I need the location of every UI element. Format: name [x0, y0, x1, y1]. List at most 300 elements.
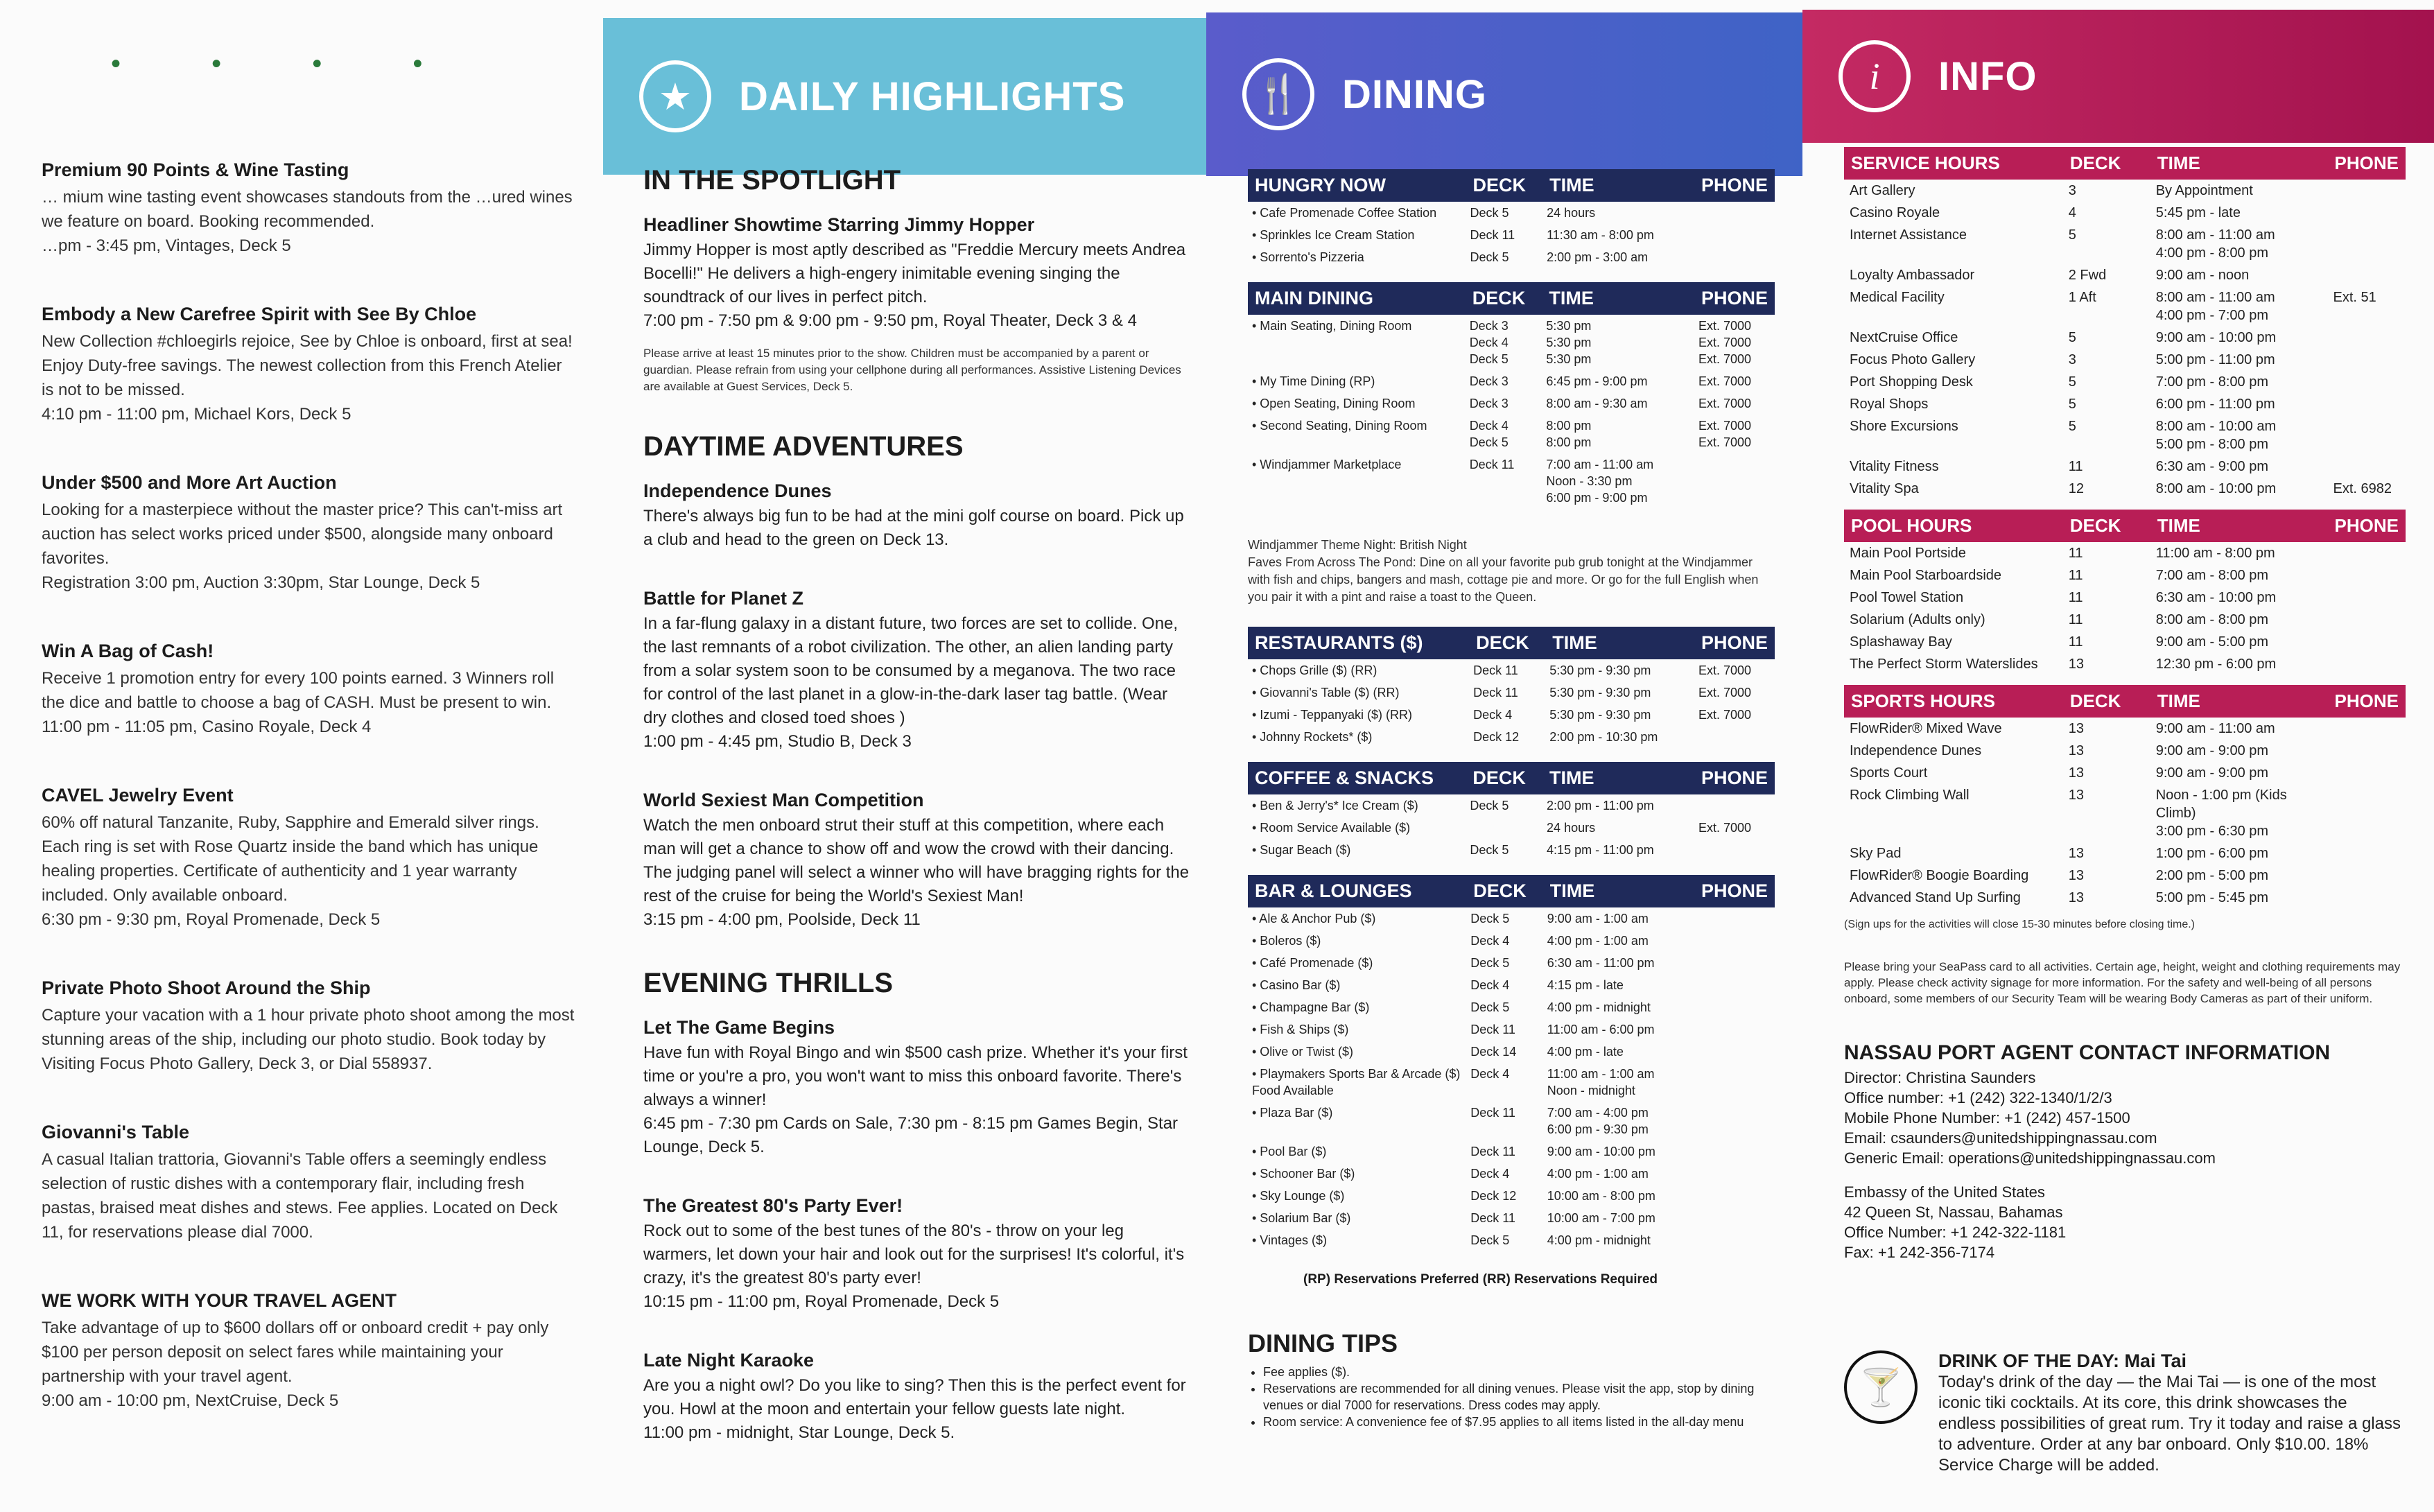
table-cell: 13 [2068, 868, 2085, 883]
highlight-title: Independence Dunes [643, 480, 832, 501]
table-row [1248, 952, 1775, 974]
table-cell: 2 Fwd [2068, 268, 2107, 283]
table-row [1844, 542, 2406, 564]
table-cell [1694, 1102, 1775, 1140]
highlight-desc: In a far-flung galaxy in a distant future, two forces are set to collide. One, the last remnants of a robot civilization. The other, an alien landing party from a solar system soon to be consumed by a meganova. The two race for control of the last planet in a glow-in-the-dark laser tag battle. (Wear dry clothes and closed toed shoes ) [643, 614, 1179, 727]
table-cell: 9:00 am - 9:00 pm [2155, 765, 2269, 781]
table-cell: 8:00 am - 10:00 pm [2155, 481, 2277, 496]
table-title: RESTAURANTS ($) [1248, 627, 1469, 659]
table-row [1248, 415, 1775, 453]
table-row [1248, 1102, 1775, 1140]
table-cell: • Windjammer Marketplace [1252, 458, 1402, 471]
table-cell: Deck 11 [1473, 663, 1518, 677]
table-cell: Deck 11 [1470, 1023, 1515, 1036]
table-cell [2328, 202, 2406, 224]
table-cell: Deck 4 [1470, 978, 1510, 992]
info-icon: i [1838, 40, 1911, 112]
table-col-header: DECK [1466, 762, 1542, 794]
event-desc: Capture your vacation with a 1 hour private photo shoot among the most stunning areas of the ship, including our photo studio. Book today by Visiting Focus Photo Gallery, Deck 3, or Dial 558937. [42, 1006, 575, 1073]
event-desc: … mium wine tasting event showcases standouts from the …ured wines we feature on board. Booking recommended. [42, 188, 573, 231]
table-col-header: DECK [2063, 147, 2150, 180]
table-cell: Medical Facility [1850, 290, 1945, 305]
table-cell: 12:30 pm - 6:00 pm [2155, 657, 2277, 672]
table-col-header: PHONE [2328, 147, 2406, 180]
table-cell: 6:30 am - 9:00 pm [2155, 459, 2269, 474]
table-title: HUNGRY NOW [1248, 169, 1466, 202]
dining-table [1248, 875, 1775, 1251]
table-col-header: TIME [1545, 627, 1694, 659]
event-item [42, 977, 575, 1076]
table-col-header: DECK [1466, 282, 1542, 315]
table-cell: Deck 3 [1469, 374, 1509, 388]
event-time: Registration 3:00 pm, Auction 3:30pm, Star Lounge, Deck 5 [42, 573, 480, 592]
table-cell: 5 [2068, 330, 2076, 345]
dining-tips [1248, 1329, 1775, 1430]
table-cell: Sky Pad [1850, 846, 1902, 861]
table-cell: Deck 3 [1469, 397, 1509, 410]
table-cell: 2:00 pm - 3:00 am [1547, 250, 1649, 264]
table-row [1248, 315, 1775, 370]
table-cell: 7:00 pm - 8:00 pm [2155, 374, 2269, 390]
table-cell: 4:00 pm - late [1547, 1045, 1624, 1059]
table-cell: Deck 5 [1470, 843, 1509, 857]
dining-body [1248, 169, 1775, 1430]
table-cell: FlowRider® Mixed Wave [1850, 721, 2002, 736]
table-cell: 6:45 pm - 9:00 pm [1546, 374, 1648, 388]
table-cell: 8:00 am - 11:00 am 4:00 pm - 7:00 pm [2155, 290, 2275, 323]
dining-table [1248, 762, 1775, 861]
table-row [1248, 794, 1775, 817]
table-cell: • Sprinkles Ice Cream Station [1252, 228, 1415, 242]
windjammer-note: Windjammer Theme Night: British Night Faves From Across The Pond: Dine on all your favorite pub grub tonight at the Windjammer with fish and chips, bangers and mash, cottage pie and more. Or go for the full English when you pair it with a pint and raise a toast to the Queen. [1248, 538, 1759, 604]
table-cell: • Chops Grille ($) (RR) [1252, 663, 1377, 677]
table-cell: 13 [2068, 721, 2085, 736]
event-item [42, 304, 575, 426]
info-title: INFO [1938, 53, 2037, 99]
table-cell: • Champagne Bar ($) [1252, 1000, 1370, 1014]
table-col-header: DECK [1469, 627, 1545, 659]
table-cell: Ext. 51 [2333, 290, 2376, 305]
utensils-icon: 🍴 [1242, 58, 1314, 130]
table-cell: 11 [2068, 546, 2083, 561]
table-row [1844, 349, 2406, 371]
table-cell [2328, 784, 2406, 842]
table-cell [2328, 842, 2406, 864]
agent-line: Director: Christina Saunders [1844, 1069, 2036, 1086]
event-title: Embody a New Carefree Spirit with See By Chloe [42, 304, 477, 324]
table-cell: 5:00 pm - 5:45 pm [2155, 890, 2269, 905]
table-row [1248, 726, 1775, 748]
table-row [1844, 864, 2406, 887]
table-cell: 7:00 am - 8:00 pm [2155, 568, 2269, 583]
table-cell: Deck 5 [1470, 1000, 1510, 1014]
embassy-line: 42 Queen St, Nassau, Bahamas [1844, 1203, 2063, 1221]
highlight-event [643, 1350, 1191, 1445]
table-cell: 6:30 am - 11:00 pm [1547, 956, 1655, 970]
table-cell: Deck 11 [1473, 686, 1518, 699]
info-table [1844, 685, 2406, 909]
table-cell: • Olive or Twist ($) [1252, 1045, 1353, 1059]
table-row [1844, 264, 2406, 286]
highlight-desc: There's always big fun to be had at the mini golf course on board. Pick up a club and head to the green on Deck 13. [643, 507, 1184, 549]
drink-desc: Today's drink of the day — the Mai Tai — is one of the most iconic tiki cocktails. At its core, this drink showcases the endless possibilities of great rum. Try it today and raise a glass to adventure. Order at any bar onboard. Only $10.00. 18% Service Charge will be added. [1938, 1373, 2401, 1475]
table-cell: Deck 5 [1470, 1233, 1510, 1247]
table-cell [2328, 887, 2406, 909]
table-cell [2328, 609, 2406, 631]
table-cell [1694, 794, 1775, 817]
table-cell: Ext. 7000 Ext. 7000 [1698, 419, 1752, 449]
table-cell: 9:00 am - 11:00 am [2155, 721, 2275, 736]
table-row [1844, 887, 2406, 909]
table-cell: • Open Seating, Dining Room [1252, 397, 1416, 410]
sign-up-note: (Sign ups for the activities will close 15-30 minutes before closing time.) [1844, 919, 2195, 930]
event-item [42, 1122, 575, 1244]
table-cell [2328, 864, 2406, 887]
table-cell: • Casino Bar ($) [1252, 978, 1341, 992]
table-cell: By Appointment [2155, 183, 2253, 198]
table-cell [1694, 1140, 1775, 1163]
table-row [1844, 586, 2406, 609]
table-row [1844, 371, 2406, 393]
table-cell: 2:00 pm - 10:30 pm [1549, 730, 1658, 744]
table-cell: 1:00 pm - 6:00 pm [2155, 846, 2269, 861]
highlight-event [643, 1195, 1191, 1314]
table-row [1844, 180, 2406, 202]
table-cell: • Room Service Available ($) [1252, 821, 1411, 835]
highlight-desc: Jimmy Hopper is most aptly described as "Freddie Mercury meets Andrea Bocelli!" He delivers a high-engery inimitable evening singing the soundtrack of our lives in perfect pitch. [643, 241, 1186, 306]
table-cell: 9:00 am - noon [2155, 268, 2250, 283]
table-cell: • Cafe Promenade Coffee Station [1252, 206, 1437, 220]
table-cell: FlowRider® Boogie Boarding [1850, 868, 2029, 883]
table-cell: Ext. 7000 [1698, 397, 1752, 410]
dining-banner [1206, 12, 1802, 176]
table-cell: 9:00 am - 10:00 pm [2155, 330, 2277, 345]
table-row [1248, 246, 1775, 268]
info-table [1844, 147, 2406, 500]
table-cell: 8:00 am - 11:00 am 4:00 pm - 8:00 pm [2155, 227, 2275, 261]
table-row [1248, 1018, 1775, 1041]
table-cell: Deck 4 [1470, 934, 1510, 948]
table-cell: Main Pool Starboardside [1850, 568, 2002, 583]
table-row [1844, 564, 2406, 586]
table-cell [2328, 762, 2406, 784]
table-cell: 4 [2068, 205, 2076, 220]
event-item [42, 785, 575, 932]
table-row [1844, 718, 2406, 740]
highlight-event [643, 790, 1191, 932]
highlight-title: Battle for Planet Z [643, 588, 804, 609]
table-cell: • Café Promenade ($) [1252, 956, 1373, 970]
table-cell: • Ben & Jerry's* Ice Cream ($) [1252, 799, 1418, 813]
table-row [1248, 1063, 1775, 1102]
highlight-event [643, 480, 1191, 552]
table-cell [1694, 1041, 1775, 1063]
table-cell: 11:00 am - 6:00 pm [1547, 1023, 1655, 1036]
event-desc: 60% off natural Tanzanite, Ruby, Sapphire and Emerald silver rings. Each ring is set with Rose Quartz inside the band which has unique healing properties. Certificate of authenticity and 1 year warranty included. Only available onboard. [42, 813, 539, 905]
table-col-header: PHONE [1694, 282, 1775, 315]
table-cell [1694, 1163, 1775, 1185]
table-row [1844, 327, 2406, 349]
table-cell [2328, 564, 2406, 586]
table-title: BAR & LOUNGES [1248, 875, 1466, 907]
column-highlights [603, 0, 1206, 1512]
table-cell: Ext. 7000 [1698, 374, 1752, 388]
table-cell: The Perfect Storm Waterslides [1850, 657, 2038, 672]
event-desc: Looking for a masterpiece without the master price? This can't-miss art auction has select works priced under $500, alongside many onboard favorites. [42, 501, 563, 568]
table-cell: 2:00 pm - 5:00 pm [2155, 868, 2269, 883]
seapass-notice: Please bring your SeaPass card to all activities. Certain age, height, weight and clothing requirements may apply. Please check activity signage for more information. For the safety and well-being of all persons onboard, some members of our Security Team will be wearing Body Cameras as part of their uniform. [1844, 960, 2401, 1005]
table-cell [1694, 224, 1775, 246]
table-cell: • Playmakers Sports Bar & Arcade ($) Food Available [1252, 1067, 1461, 1097]
table-cell: 11 [2068, 634, 2083, 650]
table-cell: 5:30 pm - 9:30 pm [1549, 663, 1651, 677]
info-tables [1844, 147, 2406, 909]
table-cell [2328, 224, 2406, 264]
highlights-title: DAILY HIGHLIGHTS [739, 73, 1126, 119]
highlight-time: 3:15 pm - 4:00 pm, Poolside, Deck 11 [643, 910, 921, 929]
table-cell: 5:30 pm - 9:30 pm [1549, 708, 1651, 722]
table-cell: 4:00 pm - 1:00 am [1547, 934, 1649, 948]
table-cell [2328, 653, 2406, 675]
highlight-desc: Have fun with Royal Bingo and win $500 cash prize. Whether it's your first time or you're a pro, you won't want to miss this onboard favorite. There's always a winner! [643, 1043, 1188, 1109]
table-cell [2328, 264, 2406, 286]
highlight-event [643, 1017, 1191, 1159]
table-cell: 4:15 pm - late [1547, 978, 1624, 992]
table-cell [1694, 453, 1775, 509]
table-cell: Sports Court [1850, 765, 1928, 781]
embassy-lines [1844, 1182, 2406, 1262]
table-cell [2328, 455, 2406, 478]
table-cell: 10:00 am - 7:00 pm [1547, 1211, 1655, 1225]
table-cell [1694, 1063, 1775, 1102]
table-cell [2328, 180, 2406, 202]
table-col-header: TIME [2150, 147, 2328, 180]
table-cell: Deck 5 [1470, 956, 1510, 970]
table-cell: • My Time Dining (RP) [1252, 374, 1375, 388]
table-cell: • Izumi - Teppanyaki ($) (RR) [1252, 708, 1413, 722]
table-title: COFFEE & SNACKS [1248, 762, 1466, 794]
table-cell: 4:15 pm - 11:00 pm [1547, 843, 1654, 857]
port-agent-lines [1844, 1068, 2406, 1168]
table-cell: Ext. 7000 [1698, 686, 1752, 699]
table-cell: • Second Seating, Dining Room [1252, 419, 1427, 433]
table-cell: 8:00 pm 8:00 pm [1546, 419, 1592, 449]
table-cell: Deck 14 [1470, 1045, 1517, 1059]
table-cell [1694, 202, 1775, 224]
table-cell: 13 [2068, 890, 2085, 905]
highlight-title: Let The Game Begins [643, 1017, 835, 1038]
table-cell: 10:00 am - 8:00 pm [1547, 1189, 1655, 1203]
column-events [0, 0, 603, 1512]
table-col-header: TIME [2150, 685, 2328, 718]
table-cell [1466, 817, 1542, 839]
table-cell: • Ale & Anchor Pub ($) [1252, 912, 1376, 926]
table-cell: • Sorrento's Pizzeria [1252, 250, 1364, 264]
table-col-header: PHONE [1694, 169, 1775, 202]
table-row [1248, 224, 1775, 246]
highlight-title: Headliner Showtime Starring Jimmy Hopper [643, 214, 1035, 235]
highlights-body [643, 165, 1191, 1481]
port-agent-heading: NASSAU PORT AGENT CONTACT INFORMATION [1844, 1041, 2331, 1064]
dining-tip: • Reservations are recommended for all dining venues. Please visit the app, stop by dining venues or dial 7000 for reservations. Dress codes may apply. [1263, 1380, 1775, 1414]
dining-tip: • Room service: A convenience fee of $7.95 applies to all items listed in the all-day menu [1263, 1414, 1775, 1430]
table-cell: 6:00 pm - 11:00 pm [2155, 397, 2275, 412]
star-badge-icon: ★ [639, 60, 711, 132]
table-cell [1694, 996, 1775, 1018]
highlight-desc: Watch the men onboard strut their stuff at this competition, where each man will get a chance to show off and wow the crowd with their dancing. The judging panel will select a winner who will have bragging rights for the rest of the cruise for being the World's Sexiest Man! [643, 816, 1190, 905]
table-cell: • Main Seating, Dining Room [1252, 319, 1412, 333]
table-cell: Deck 4 [1470, 1167, 1510, 1181]
dining-tips-list [1248, 1364, 1775, 1430]
table-cell: 5 [2068, 374, 2076, 390]
table-cell: Port Shopping Desk [1850, 374, 1973, 390]
section-heading: EVENING THRILLS [643, 968, 894, 998]
table-cell: Deck 5 [1470, 912, 1510, 926]
table-cell: Deck 11 [1470, 1106, 1515, 1120]
dining-table [1248, 282, 1775, 509]
event-title: Private Photo Shoot Around the Ship [42, 977, 371, 998]
table-row [1844, 202, 2406, 224]
table-cell: • Sky Lounge ($) [1252, 1189, 1345, 1203]
table-cell: Ext. 7000 [1698, 821, 1752, 835]
table-cell: 12 [2068, 481, 2084, 496]
table-cell: • Giovanni's Table ($) (RR) [1252, 686, 1400, 699]
table-cell: 13 [2068, 765, 2085, 781]
table-cell: 7:00 am - 11:00 am Noon - 3:30 pm 6:00 pm - 9:00 pm [1546, 458, 1654, 505]
table-cell [2328, 349, 2406, 371]
table-col-header: PHONE [1694, 762, 1775, 794]
table-cell [2328, 327, 2406, 349]
table-col-header: TIME [1542, 282, 1694, 315]
table-title: MAIN DINING [1248, 282, 1466, 315]
event-title: WE WORK WITH YOUR TRAVEL AGENT [42, 1290, 397, 1311]
table-title: SPORTS HOURS [1844, 685, 2063, 718]
table-col-header: DECK [1466, 169, 1542, 202]
table-cell: 5 [2068, 419, 2076, 434]
table-row [1844, 455, 2406, 478]
table-cell [1694, 1185, 1775, 1207]
event-desc: New Collection #chloegirls rejoice, See by Chloe is onboard, first at sea! Enjoy Duty-free savings. The newest collection from this French Atelier is not to be missed. [42, 332, 573, 399]
table-cell: Ext. 7000 [1698, 663, 1752, 677]
table-cell: 4:00 pm - 1:00 am [1547, 1167, 1649, 1181]
table-cell: 9:00 am - 9:00 pm [2155, 743, 2269, 758]
table-cell [2328, 542, 2406, 564]
table-cell: 9:00 am - 10:00 pm [1547, 1145, 1655, 1158]
table-cell [1694, 907, 1775, 930]
info-banner [1802, 10, 2434, 143]
table-cell: • Fish & Ships ($) [1252, 1023, 1349, 1036]
table-cell: Deck 12 [1473, 730, 1520, 744]
table-row [1248, 839, 1775, 861]
table-row [1844, 393, 2406, 415]
table-cell: Ext. 7000 [1698, 708, 1752, 722]
table-cell: NextCruise Office [1850, 330, 1958, 345]
drink-heading: DRINK OF THE DAY: Mai Tai [1938, 1350, 2187, 1371]
highlight-desc: Are you a night owl? Do you like to sing? Then this is the perfect event for you. Howl at the moon and entertain your fellow guests late night. [643, 1376, 1186, 1418]
table-cell: Advanced Stand Up Surfing [1850, 890, 2021, 905]
table-cell [1694, 839, 1775, 861]
table-row [1844, 762, 2406, 784]
table-row [1248, 704, 1775, 726]
cocktail-icon: 🍸 [1844, 1350, 1918, 1424]
table-cell: Deck 3 Deck 4 Deck 5 [1469, 319, 1509, 366]
table-cell: 13 [2068, 657, 2085, 672]
table-col-header: DECK [2063, 685, 2150, 718]
event-item [42, 159, 575, 258]
highlight-event [643, 214, 1191, 395]
table-cell [1694, 1229, 1775, 1251]
event-title: Win A Bag of Cash! [42, 641, 214, 661]
table-row [1248, 681, 1775, 704]
column-dining [1206, 0, 1802, 1512]
table-cell: 5:30 pm 5:30 pm 5:30 pm [1546, 319, 1592, 366]
table-col-header: TIME [1542, 169, 1694, 202]
table-cell: 8:00 am - 8:00 pm [2155, 612, 2269, 627]
table-row [1248, 907, 1775, 930]
info-table [1844, 510, 2406, 675]
table-row [1248, 453, 1775, 509]
highlight-title: World Sexiest Man Competition [643, 790, 924, 810]
table-cell: 5:30 pm - 9:30 pm [1549, 686, 1651, 699]
table-cell [2328, 740, 2406, 762]
event-title: CAVEL Jewelry Event [42, 785, 234, 806]
table-cell: Noon - 1:00 pm (Kids Climb) 3:00 pm - 6:30 pm [2155, 788, 2287, 839]
dining-tables-bottom [1248, 627, 1775, 1251]
table-cell: 5:00 pm - 11:00 pm [2155, 352, 2275, 367]
table-title: POOL HOURS [1844, 510, 2063, 542]
highlight-time: 10:15 pm - 11:00 pm, Royal Promenade, Deck 5 [643, 1292, 1000, 1311]
event-desc: Take advantage of up to $600 dollars off or onboard credit + pay only $100 per person deposit on select fares while maintaining your partnership with your travel agent. [42, 1319, 549, 1386]
table-cell: Solarium (Adults only) [1850, 612, 1985, 627]
table-row [1248, 1140, 1775, 1163]
agent-line: Mobile Phone Number: +1 (242) 457-1500 [1844, 1109, 2130, 1127]
highlight-desc: Rock out to some of the best tunes of the 80's - throw on your leg warmers, let down your hair and look out for the surprises! It's colorful, it's crazy, it's the greatest 80's party ever! [643, 1222, 1185, 1287]
table-cell: 11 [2068, 590, 2083, 605]
event-title: Under $500 and More Art Auction [42, 472, 337, 493]
table-cell: 11:00 am - 8:00 pm [2155, 546, 2275, 561]
table-cell: Casino Royale [1850, 205, 1940, 220]
table-cell: 11:00 am - 1:00 am Noon - midnight [1547, 1067, 1655, 1097]
table-cell: 5:45 pm - late [2155, 205, 2241, 220]
logo-dots: • • • • [111, 49, 464, 79]
table-cell: Deck 4 [1473, 708, 1513, 722]
table-cell: 9:00 am - 5:00 pm [2155, 634, 2269, 650]
port-agent-info [1844, 1041, 2406, 1262]
event-desc: A casual Italian trattoria, Giovanni's Table offers a seemingly endless selection of rustic dishes with a contemporary flair, including fresh pastas, braised meat dishes and stews. Fee applies. Located on Deck 11, for reservations please dial 7000. [42, 1150, 558, 1242]
table-row [1844, 784, 2406, 842]
table-cell: 4:00 pm - midnight [1547, 1233, 1651, 1247]
table-cell: Art Gallery [1850, 183, 1915, 198]
table-row [1248, 1163, 1775, 1185]
table-cell [1694, 974, 1775, 996]
table-cell: • Pool Bar ($) [1252, 1145, 1327, 1158]
highlight-time: 11:00 pm - midnight, Star Lounge, Deck 5. [643, 1423, 955, 1442]
table-cell: 9:00 am - 1:00 am [1547, 912, 1649, 926]
table-cell: • Sugar Beach ($) [1252, 843, 1351, 857]
table-row [1248, 974, 1775, 996]
table-cell: 1 Aft [2068, 290, 2096, 305]
highlight-time: 7:00 pm - 7:50 pm & 9:00 pm - 9:50 pm, Royal Theater, Deck 3 & 4 [643, 311, 1137, 330]
table-cell: 6:30 am - 10:00 pm [2155, 590, 2277, 605]
table-cell: Deck 11 [1470, 1211, 1515, 1225]
table-cell: 13 [2068, 846, 2085, 861]
table-cell [1694, 1018, 1775, 1041]
table-row [1248, 996, 1775, 1018]
event-desc: Receive 1 promotion entry for every 100 points earned. 3 Winners roll the dice and battle to choose a bag of CASH. Must be present to win. [42, 669, 555, 712]
column-info [1802, 0, 2434, 1512]
table-cell [1694, 952, 1775, 974]
table-cell: • Johnny Rockets* ($) [1252, 730, 1373, 744]
